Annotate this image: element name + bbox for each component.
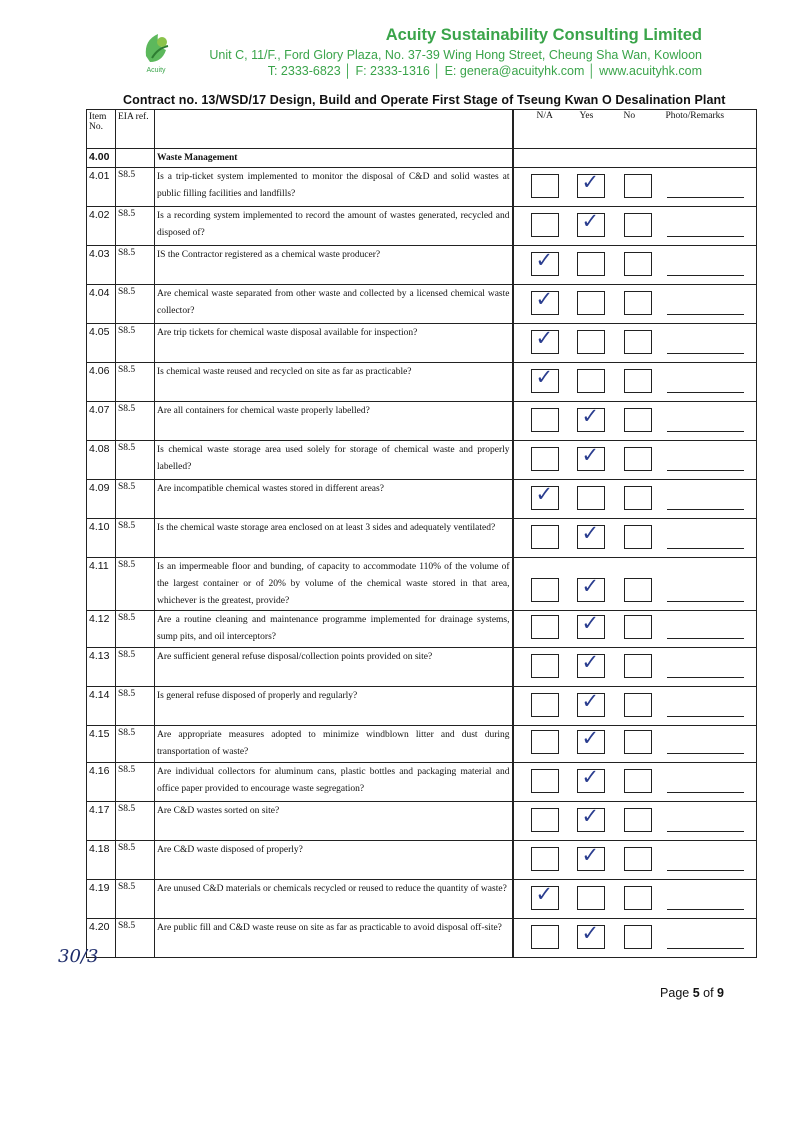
row-answers bbox=[513, 726, 757, 763]
yes-checkbox[interactable] bbox=[577, 804, 605, 832]
na-checkbox[interactable] bbox=[531, 654, 559, 678]
remarks-line[interactable] bbox=[667, 948, 745, 949]
table-row bbox=[87, 919, 757, 958]
check-mark-icon: ✓ bbox=[535, 326, 554, 350]
table-row bbox=[87, 726, 757, 763]
section-item: 4.00 bbox=[87, 149, 116, 168]
remarks-line[interactable] bbox=[667, 197, 745, 198]
row-question: Are sufficient general refuse disposal/collection points provided on site? bbox=[155, 648, 513, 687]
no-checkbox[interactable] bbox=[624, 730, 652, 754]
yes-checkbox[interactable] bbox=[577, 521, 605, 549]
check-mark-icon: ✓ bbox=[581, 170, 600, 194]
row-answers bbox=[513, 880, 757, 919]
row-eia-ref: S8.5 bbox=[116, 441, 155, 480]
na-checkbox[interactable] bbox=[531, 408, 559, 432]
no-checkbox[interactable] bbox=[624, 369, 652, 393]
na-checkbox[interactable] bbox=[531, 882, 559, 910]
yes-checkbox[interactable] bbox=[577, 170, 605, 198]
contract-title: Contract no. 13/WSD/17 Design, Build and Operate First Stage of Tseung Kwan O Desalination Plant bbox=[123, 93, 726, 107]
row-question: Are public fill and C&D waste reuse on site as far as practicable to avoid disposal off-site? bbox=[155, 919, 513, 958]
check-mark-icon: ✓ bbox=[581, 921, 600, 945]
na-checkbox[interactable] bbox=[531, 730, 559, 754]
remarks-line[interactable] bbox=[667, 831, 745, 832]
check-mark-icon: ✓ bbox=[581, 765, 600, 789]
header-yes: Yes bbox=[579, 111, 594, 121]
row-question: Is the chemical waste storage area enclosed on at least 3 sides and adequately ventilated? bbox=[155, 519, 513, 558]
company-name: Acuity Sustainability Consulting Limited bbox=[385, 26, 702, 44]
page-total: 9 bbox=[717, 986, 724, 1000]
row-eia-ref: S8.5 bbox=[116, 611, 155, 648]
row-eia-ref: S8.5 bbox=[116, 919, 155, 958]
yes-checkbox[interactable] bbox=[577, 252, 605, 276]
na-checkbox[interactable] bbox=[531, 213, 559, 237]
check-mark-icon: ✓ bbox=[581, 689, 600, 713]
yes-checkbox[interactable] bbox=[577, 921, 605, 949]
check-mark-icon: ✓ bbox=[581, 443, 600, 467]
yes-checkbox[interactable] bbox=[577, 574, 605, 602]
row-item-no: 4.12 bbox=[87, 611, 116, 648]
row-item-no: 4.16 bbox=[87, 763, 116, 802]
row-eia-ref: S8.5 bbox=[116, 802, 155, 841]
row-eia-ref: S8.5 bbox=[116, 726, 155, 763]
section-title: Waste Management bbox=[155, 149, 513, 168]
row-question: Are individual collectors for aluminum cans, plastic bottles and packaging material and office paper provided to encourage waste segregation? bbox=[155, 763, 513, 802]
yes-checkbox[interactable] bbox=[577, 209, 605, 237]
table-row bbox=[87, 363, 757, 402]
no-checkbox[interactable] bbox=[624, 408, 652, 432]
row-question: Are incompatible chemical wastes stored in different areas? bbox=[155, 480, 513, 519]
yes-checkbox[interactable] bbox=[577, 689, 605, 717]
table-row bbox=[87, 246, 757, 285]
row-eia-ref: S8.5 bbox=[116, 880, 155, 919]
no-checkbox[interactable] bbox=[624, 886, 652, 910]
row-item-no: 4.13 bbox=[87, 648, 116, 687]
no-checkbox[interactable] bbox=[624, 693, 652, 717]
remarks-line[interactable] bbox=[667, 392, 745, 393]
row-question: Are all containers for chemical waste properly labelled? bbox=[155, 402, 513, 441]
yes-checkbox[interactable] bbox=[577, 291, 605, 315]
row-answers bbox=[513, 441, 757, 480]
page-prefix: Page bbox=[660, 986, 693, 1000]
row-answers bbox=[513, 687, 757, 726]
no-checkbox[interactable] bbox=[624, 847, 652, 871]
table-row bbox=[87, 324, 757, 363]
company-address: Unit C, 11/F., Ford Glory Plaza, No. 37-39 Wing Hong Street, Cheung Sha Wan, Kowloon bbox=[209, 48, 702, 62]
row-answers bbox=[513, 324, 757, 363]
remarks-line[interactable] bbox=[667, 638, 745, 639]
na-checkbox[interactable] bbox=[531, 248, 559, 276]
row-item-no: 4.01 bbox=[87, 168, 116, 207]
row-item-no: 4.07 bbox=[87, 402, 116, 441]
row-eia-ref: S8.5 bbox=[116, 207, 155, 246]
row-question: IS the Contractor registered as a chemical waste producer? bbox=[155, 246, 513, 285]
remarks-line[interactable] bbox=[667, 470, 745, 471]
table-row bbox=[87, 687, 757, 726]
remarks-line[interactable] bbox=[667, 601, 745, 602]
check-mark-icon: ✓ bbox=[581, 611, 600, 635]
row-item-no: 4.20 bbox=[87, 919, 116, 958]
page-middle: of bbox=[699, 986, 718, 1000]
row-item-no: 4.05 bbox=[87, 324, 116, 363]
yes-checkbox[interactable] bbox=[577, 726, 605, 754]
row-answers bbox=[513, 246, 757, 285]
yes-checkbox[interactable] bbox=[577, 404, 605, 432]
remarks-line[interactable] bbox=[667, 548, 745, 549]
table-row bbox=[87, 880, 757, 919]
row-eia-ref: S8.5 bbox=[116, 363, 155, 402]
row-item-no: 4.17 bbox=[87, 802, 116, 841]
row-question: Are a routine cleaning and maintenance programme implemented for drainage systems, sump pits, and oil interceptors? bbox=[155, 611, 513, 648]
header-question bbox=[155, 110, 513, 149]
yes-checkbox[interactable] bbox=[577, 443, 605, 471]
no-checkbox[interactable] bbox=[624, 252, 652, 276]
remarks-line[interactable] bbox=[667, 509, 745, 510]
row-item-no: 4.03 bbox=[87, 246, 116, 285]
row-item-no: 4.18 bbox=[87, 841, 116, 880]
row-eia-ref: S8.5 bbox=[116, 285, 155, 324]
row-answers bbox=[513, 285, 757, 324]
row-eia-ref: S8.5 bbox=[116, 402, 155, 441]
check-mark-icon: ✓ bbox=[581, 726, 600, 750]
row-eia-ref: S8.5 bbox=[116, 480, 155, 519]
row-answers bbox=[513, 480, 757, 519]
row-item-no: 4.06 bbox=[87, 363, 116, 402]
row-eia-ref: S8.5 bbox=[116, 763, 155, 802]
remarks-line[interactable] bbox=[667, 236, 745, 237]
no-checkbox[interactable] bbox=[624, 213, 652, 237]
yes-checkbox[interactable] bbox=[577, 611, 605, 639]
table-row bbox=[87, 168, 757, 207]
no-checkbox[interactable] bbox=[624, 291, 652, 315]
row-answers bbox=[513, 611, 757, 648]
row-question: Are unused C&D materials or chemicals recycled or reused to reduce the quantity of waste? bbox=[155, 880, 513, 919]
no-checkbox[interactable] bbox=[624, 654, 652, 678]
handwritten-note: 30/3 bbox=[58, 946, 99, 967]
table-row bbox=[87, 611, 757, 648]
logo-text: Acuity bbox=[146, 67, 166, 74]
check-mark-icon: ✓ bbox=[581, 843, 600, 867]
page-current: 5 bbox=[692, 986, 700, 1000]
row-item-no: 4.02 bbox=[87, 207, 116, 246]
row-item-no: 4.08 bbox=[87, 441, 116, 480]
row-question: Is an impermeable floor and bunding, of capacity to accommodate 110% of the volume of the largest container or of 20% by volume of the chemical waste stored in that area, whichever is the greatest, provide? bbox=[155, 558, 513, 611]
na-checkbox[interactable] bbox=[531, 447, 559, 471]
row-eia-ref: S8.5 bbox=[116, 648, 155, 687]
na-checkbox[interactable] bbox=[531, 326, 559, 354]
no-checkbox[interactable] bbox=[624, 330, 652, 354]
row-eia-ref: S8.5 bbox=[116, 519, 155, 558]
row-question: Are C&D wastes sorted on site? bbox=[155, 802, 513, 841]
header-na: N/A bbox=[536, 111, 553, 121]
remarks-line[interactable] bbox=[667, 753, 745, 754]
na-checkbox[interactable] bbox=[531, 287, 559, 315]
row-answers bbox=[513, 207, 757, 246]
checklist-table bbox=[86, 109, 757, 958]
check-mark-icon: ✓ bbox=[581, 574, 600, 598]
row-question: Are trip tickets for chemical waste disposal available for inspection? bbox=[155, 324, 513, 363]
row-eia-ref: S8.5 bbox=[116, 841, 155, 880]
remarks-line[interactable] bbox=[667, 792, 745, 793]
table-row bbox=[87, 558, 757, 611]
section-answers bbox=[513, 149, 757, 168]
row-answers bbox=[513, 168, 757, 207]
check-mark-icon: ✓ bbox=[535, 248, 554, 272]
na-checkbox[interactable] bbox=[531, 482, 559, 510]
section-eia bbox=[116, 149, 155, 168]
row-answers bbox=[513, 841, 757, 880]
row-item-no: 4.10 bbox=[87, 519, 116, 558]
check-mark-icon: ✓ bbox=[535, 882, 554, 906]
page-number bbox=[660, 986, 724, 1000]
row-question: Is a recording system implemented to record the amount of wastes generated, recycled and disposed of? bbox=[155, 207, 513, 246]
na-checkbox[interactable] bbox=[531, 525, 559, 549]
no-checkbox[interactable] bbox=[624, 525, 652, 549]
check-mark-icon: ✓ bbox=[535, 365, 554, 389]
table-row bbox=[87, 285, 757, 324]
row-answers bbox=[513, 919, 757, 958]
check-mark-icon: ✓ bbox=[535, 287, 554, 311]
row-answers bbox=[513, 558, 757, 611]
row-item-no: 4.15 bbox=[87, 726, 116, 763]
no-checkbox[interactable] bbox=[624, 486, 652, 510]
remarks-line[interactable] bbox=[667, 716, 745, 717]
no-checkbox[interactable] bbox=[624, 615, 652, 639]
check-mark-icon: ✓ bbox=[581, 521, 600, 545]
yes-checkbox[interactable] bbox=[577, 843, 605, 871]
yes-checkbox[interactable] bbox=[577, 886, 605, 910]
header-item: Item No. bbox=[87, 110, 116, 149]
na-checkbox[interactable] bbox=[531, 174, 559, 198]
remarks-line[interactable] bbox=[667, 909, 745, 910]
row-eia-ref: S8.5 bbox=[116, 168, 155, 207]
row-question: Is chemical waste storage area used solely for storage of chemical waste and properly labelled? bbox=[155, 441, 513, 480]
row-question: Is a trip-ticket system implemented to monitor the disposal of C&D and solid wastes at public filling facilities and landfills? bbox=[155, 168, 513, 207]
row-item-no: 4.19 bbox=[87, 880, 116, 919]
na-checkbox[interactable] bbox=[531, 769, 559, 793]
yes-checkbox[interactable] bbox=[577, 486, 605, 510]
row-item-no: 4.11 bbox=[87, 558, 116, 611]
row-question: Is chemical waste reused and recycled on site as far as practicable? bbox=[155, 363, 513, 402]
na-checkbox[interactable] bbox=[531, 693, 559, 717]
row-answers bbox=[513, 519, 757, 558]
table-row bbox=[87, 802, 757, 841]
na-checkbox[interactable] bbox=[531, 615, 559, 639]
yes-checkbox[interactable] bbox=[577, 650, 605, 678]
na-checkbox[interactable] bbox=[531, 578, 559, 602]
na-checkbox[interactable] bbox=[531, 365, 559, 393]
check-mark-icon: ✓ bbox=[581, 404, 600, 428]
company-contact: T: 2333-6823 │ F: 2333-1316 │ E: genera@acuityhk.com │ www.acuityhk.com bbox=[267, 64, 702, 78]
na-checkbox[interactable] bbox=[531, 925, 559, 949]
na-checkbox[interactable] bbox=[531, 847, 559, 871]
row-answers bbox=[513, 363, 757, 402]
no-checkbox[interactable] bbox=[624, 925, 652, 949]
remarks-line[interactable] bbox=[667, 677, 745, 678]
row-question: Are appropriate measures adopted to minimize windblown litter and dust during transportation of waste? bbox=[155, 726, 513, 763]
row-item-no: 4.04 bbox=[87, 285, 116, 324]
yes-checkbox[interactable] bbox=[577, 765, 605, 793]
table-row bbox=[87, 207, 757, 246]
no-checkbox[interactable] bbox=[624, 808, 652, 832]
check-mark-icon: ✓ bbox=[535, 482, 554, 506]
company-logo bbox=[128, 26, 184, 80]
yes-checkbox[interactable] bbox=[577, 369, 605, 393]
table-row bbox=[87, 763, 757, 802]
row-eia-ref: S8.5 bbox=[116, 687, 155, 726]
row-question: Are C&D waste disposed of properly? bbox=[155, 841, 513, 880]
header-eia: EIA ref. bbox=[116, 110, 155, 149]
row-question: Are chemical waste separated from other waste and collected by a licensed chemical waste collector? bbox=[155, 285, 513, 324]
remarks-line[interactable] bbox=[667, 870, 745, 871]
yes-checkbox[interactable] bbox=[577, 330, 605, 354]
table-header-row bbox=[87, 110, 757, 149]
row-eia-ref: S8.5 bbox=[116, 324, 155, 363]
table-row bbox=[87, 519, 757, 558]
check-mark-icon: ✓ bbox=[581, 804, 600, 828]
row-item-no: 4.14 bbox=[87, 687, 116, 726]
table-row bbox=[87, 480, 757, 519]
check-mark-icon: ✓ bbox=[581, 650, 600, 674]
no-checkbox[interactable] bbox=[624, 447, 652, 471]
row-answers bbox=[513, 402, 757, 441]
section-row bbox=[87, 149, 757, 168]
table-row bbox=[87, 841, 757, 880]
remarks-line[interactable] bbox=[667, 431, 745, 432]
row-eia-ref: S8.5 bbox=[116, 558, 155, 611]
table-row bbox=[87, 648, 757, 687]
row-eia-ref: S8.5 bbox=[116, 246, 155, 285]
header-remarks: Photo/Remarks bbox=[665, 111, 725, 121]
row-answers bbox=[513, 802, 757, 841]
remarks-line[interactable] bbox=[667, 314, 745, 315]
table-row bbox=[87, 441, 757, 480]
remarks-line[interactable] bbox=[667, 275, 745, 276]
na-checkbox[interactable] bbox=[531, 808, 559, 832]
row-question: Is general refuse disposed of properly and regularly? bbox=[155, 687, 513, 726]
remarks-line[interactable] bbox=[667, 353, 745, 354]
row-item-no: 4.09 bbox=[87, 480, 116, 519]
no-checkbox[interactable] bbox=[624, 578, 652, 602]
row-answers bbox=[513, 648, 757, 687]
header-answers bbox=[513, 110, 757, 149]
table-row bbox=[87, 402, 757, 441]
company-header bbox=[209, 26, 702, 78]
row-answers bbox=[513, 763, 757, 802]
no-checkbox[interactable] bbox=[624, 769, 652, 793]
header-no: No bbox=[623, 111, 636, 121]
check-mark-icon: ✓ bbox=[581, 209, 600, 233]
no-checkbox[interactable] bbox=[624, 174, 652, 198]
